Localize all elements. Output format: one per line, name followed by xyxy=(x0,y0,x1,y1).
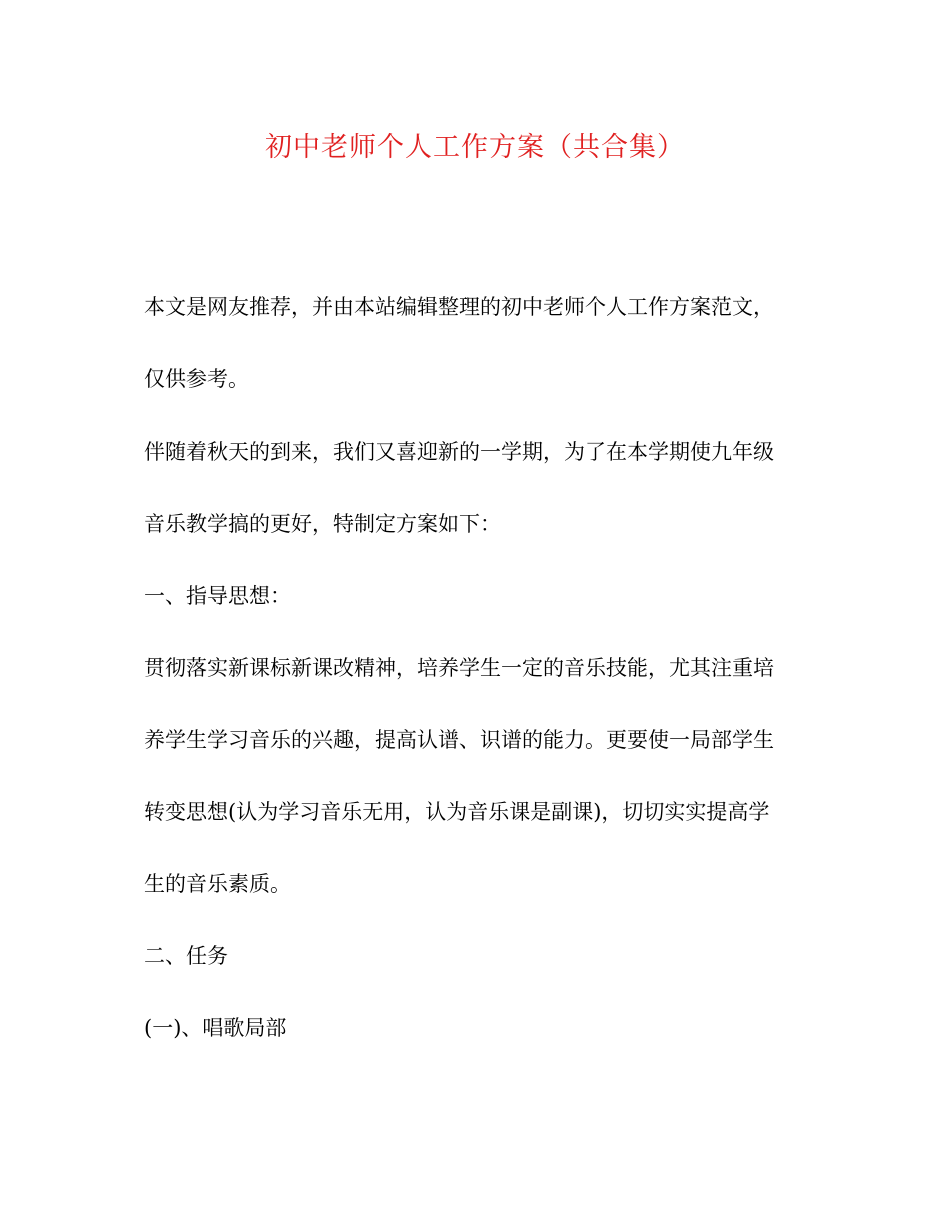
body-line-8: 转变思想(认为学习音乐无用，认为音乐课是副课)，切切实实提高学 xyxy=(144,800,770,824)
body-line-4: 音乐教学搞的更好，特制定方案如下： xyxy=(144,512,501,536)
section-heading-guiding-ideology: 一、指导思想： xyxy=(144,584,291,608)
body-line-9: 生的音乐素质。 xyxy=(144,872,291,896)
subsection-heading-singing: (一)、唱歌局部 xyxy=(144,1016,287,1040)
body-line-3: 伴随着秋天的到来，我们又喜迎新的一学期，为了在本学期使九年级 xyxy=(144,440,774,464)
body-line-1: 本文是网友推荐，并由本站编辑整理的初中老师个人工作方案范文， xyxy=(144,295,774,319)
body-line-7: 养学生学习音乐的兴趣，提高认谱、识谱的能力。更要使一局部学生 xyxy=(144,728,774,752)
body-line-6: 贯彻落实新课标新课改精神，培养学生一定的音乐技能，尤其注重培 xyxy=(144,656,774,680)
body-line-2: 仅供参考。 xyxy=(144,367,249,391)
document-title: 初中老师个人工作方案（共合集） xyxy=(265,132,685,163)
section-heading-tasks: 二、任务 xyxy=(144,944,228,968)
